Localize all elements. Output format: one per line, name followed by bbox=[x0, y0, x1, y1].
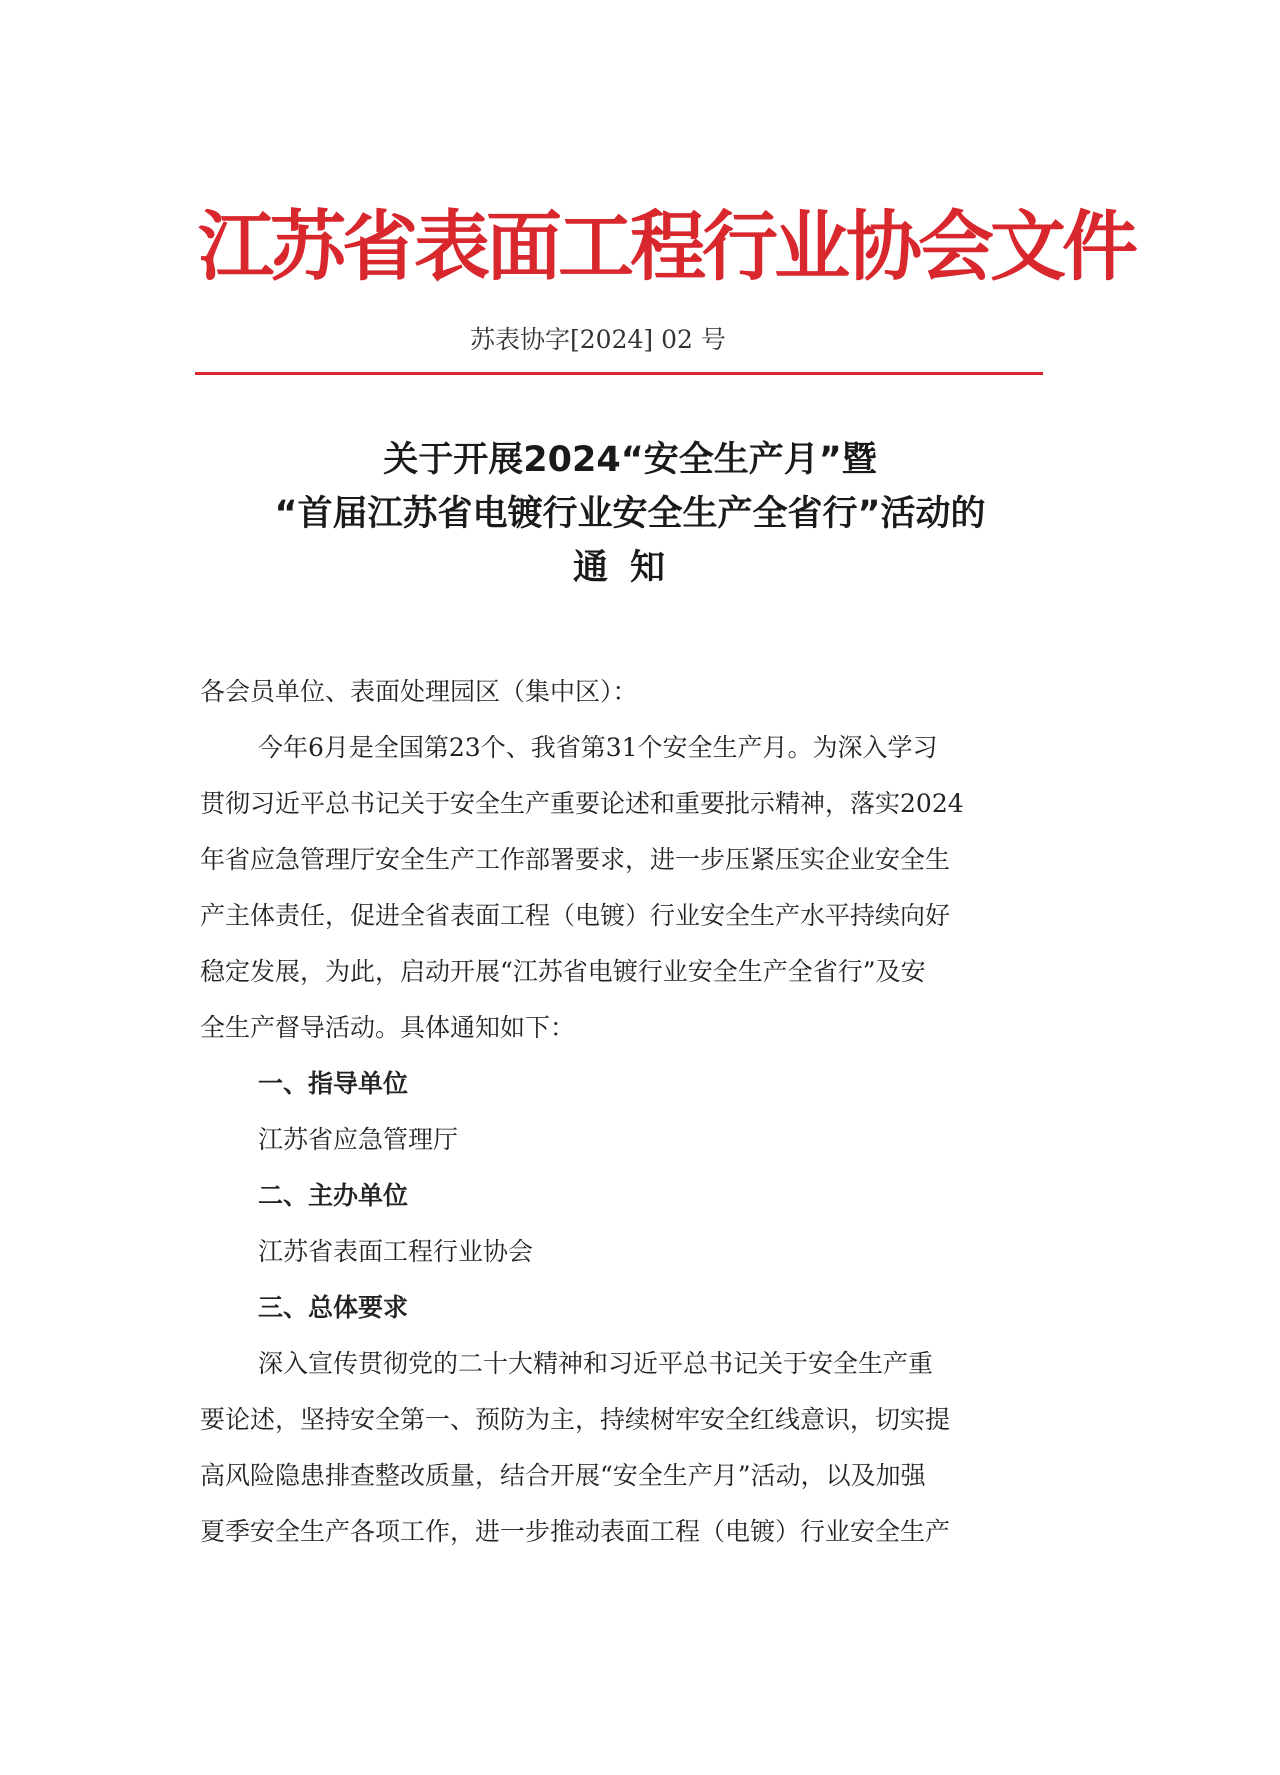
notice-title-line-2: “首届江苏省电镀行业安全生产全省行”活动的 bbox=[274, 494, 986, 534]
notice-title-line-1: 关于开展2024“安全生产月”暨 bbox=[383, 440, 877, 480]
section-heading-guidance: 一、指导单位 bbox=[258, 1069, 409, 1098]
document-number: 苏表协字[2024] 02 号 bbox=[470, 325, 726, 354]
intro-line: 贯彻习近平总书记关于安全生产重要论述和重要批示精神，落实2024 bbox=[200, 789, 964, 818]
section-text-guidance: 江苏省应急管理厅 bbox=[258, 1125, 459, 1154]
intro-line: 年省应急管理厅安全生产工作部署要求，进一步压紧压实企业安全生 bbox=[200, 845, 951, 874]
requirements-line: 夏季安全生产各项工作，进一步推动表面工程（电镀）行业安全生产 bbox=[200, 1517, 951, 1546]
requirements-line: 深入宣传贯彻党的二十大精神和习近平总书记关于安全生产重 bbox=[258, 1349, 934, 1378]
intro-line: 产主体责任，促进全省表面工程（电镀）行业安全生产水平持续向好 bbox=[200, 901, 951, 930]
intro-line: 稳定发展，为此，启动开展“江苏省电镀行业安全生产全省行”及安 bbox=[200, 957, 926, 986]
requirements-line: 高风险隐患排查整改质量，结合开展“安全生产月”活动，以及加强 bbox=[200, 1461, 926, 1490]
section-heading-requirements: 三、总体要求 bbox=[258, 1293, 409, 1322]
notice-title-line-3: 通知 bbox=[572, 548, 687, 588]
salutation: 各会员单位、表面处理园区（集中区）： bbox=[200, 677, 638, 706]
intro-line: 今年6月是全国第23个、我省第31个安全生产月。为深入学习 bbox=[258, 733, 938, 762]
red-divider bbox=[195, 372, 1043, 375]
section-text-organizer: 江苏省表面工程行业协会 bbox=[258, 1237, 534, 1266]
requirements-line: 要论述，坚持安全第一、预防为主，持续树牢安全红线意识，切实提 bbox=[200, 1405, 951, 1434]
intro-line: 全生产督导活动。具体通知如下： bbox=[200, 1013, 576, 1042]
masthead-title: 江苏省表面工程行业协会文件 bbox=[198, 202, 1134, 291]
section-heading-organizer: 二、主办单位 bbox=[258, 1181, 409, 1210]
